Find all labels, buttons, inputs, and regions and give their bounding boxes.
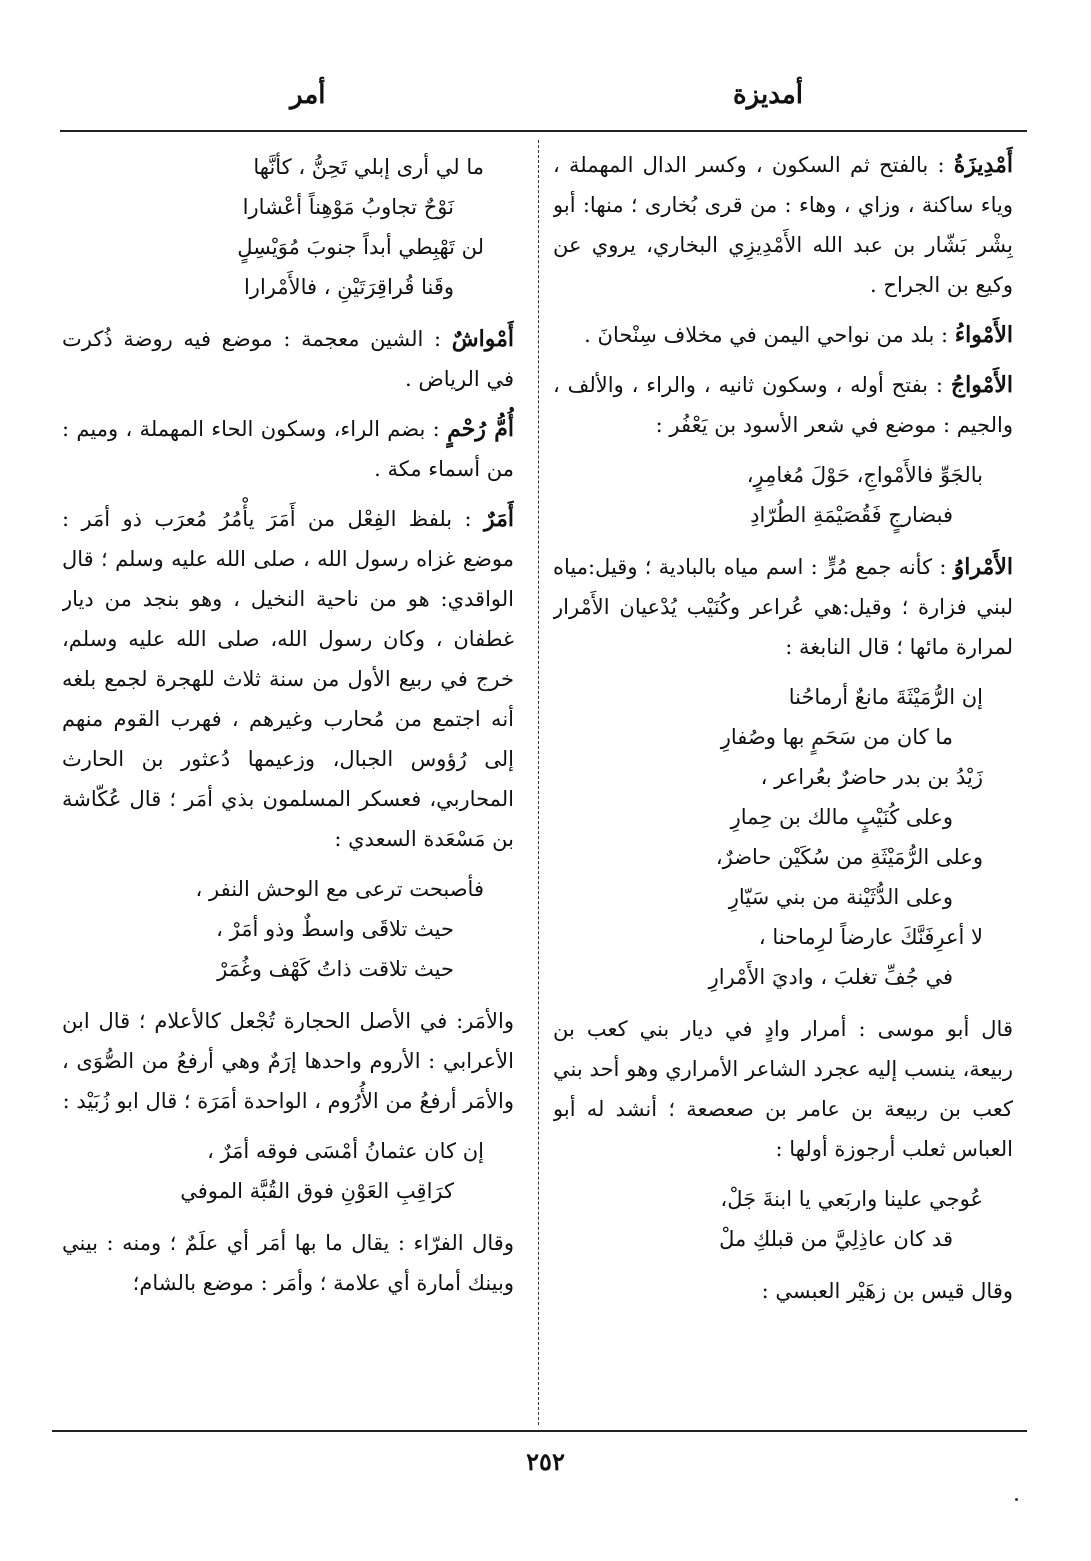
right-column: [553, 145, 1013, 1425]
page-number: ٢٥٢: [526, 1447, 565, 1476]
verse-block: [62, 869, 514, 989]
verse-line: وعلى الدُّثَيْنة من بني سَيّارِ: [728, 885, 953, 909]
verse-block: [62, 1131, 514, 1211]
verse-line: حيث تلاقت ذاتُ كَهْف وغُمَرْ: [217, 957, 454, 981]
verse-line: وقَنا قُراقِرَتَيْنِ ، فالأَمْرارا: [243, 275, 454, 299]
entry-amdiza: [553, 145, 1013, 305]
verse-line: ما كان من سَحَمٍ بها وصُفارِ: [720, 725, 953, 749]
paragraph: قال أبو موسى : أمرار وادٍ في ديار بني كعب بن ربيعة، ينسب إليه عجرد الشاعر الأمراري وهو أحد بني كعب بن ربيعة بن عامر بن صعصعة ؛ أنشد له أبو العباس ثعلب أرجوزة أولها :: [553, 1017, 1013, 1161]
entry-amwash: [62, 319, 514, 399]
verse-line: فأصبحت ترعى مع الوحش النفر ،: [195, 877, 484, 901]
running-header-right: أمديزة: [732, 80, 803, 110]
entry-text: : بضم الراء، وسكون الحاء المهملة ، وميم : من أسماء مكة .: [62, 417, 514, 481]
verse-line: لن تَهْبِطي أبداً جنوبَ مُوَيْسِلٍ: [237, 235, 484, 259]
entry-umm-ruhm: [62, 409, 514, 489]
header-rule: [60, 130, 1027, 132]
entry-text: : بفتح أوله ، وسكون ثانيه ، والراء ، والألف ، والجيم : موضع في شعر الأسود بن يَعْفُر :: [553, 373, 1013, 437]
print-speck: [1015, 1498, 1018, 1501]
entry-text: : بلد من نواحي اليمن في مخلاف سِنْحانَ .: [584, 323, 949, 347]
paragraph: وقال قيس بن زهَيْر العبسي :: [761, 1279, 1013, 1303]
verse-line: زَيْدُ بن بدر حاضرٌ بعُراعر ،: [760, 765, 983, 789]
entry-al-amwaj: [553, 365, 1013, 445]
entry-text: : كأنه جمع مُرٍّ : اسم مياه بالبادية ؛ وقيل:مياه لبني فزارة ؛ وقيل:هي عُراعر وكُنَيْب يُدْعيان الأَمْرار لمرارة مائها ؛ قال النابغة :: [553, 555, 1013, 659]
verse-line: قد كان عاذِلِيَّ من قبلكِ ملْ: [719, 1227, 953, 1251]
footer-rule: [52, 1430, 1027, 1432]
paragraph: والأمَر: في الأصل الحجارة تُجْعل كالأعلام ؛ قال ابن الأعرابي : الأروم واحدها إرَمٌ وهي أرفعُ من الصُّوَى ، والأمَر أرفعُ من الأُرُوم ، الواحدة أمَرَة ؛ قال ابو زُبَيْد :: [62, 1009, 514, 1113]
entry-text: : الشين معجمة : موضع فيه روضة ذُكرت في الرياض .: [62, 327, 514, 391]
verse-line: ما لي أرى إبلي تَحِنُّ ، كأنَّها: [253, 155, 484, 179]
verse-line: وعلى كُنَيْبٍ مالك بن حِمارِ: [730, 805, 953, 829]
headword: أَمْواشٌ: [451, 326, 514, 352]
verse-line: لا أعرِفَنَّكَ عارضاً لرِماحنا ،: [758, 925, 983, 949]
entry-amar: [62, 499, 514, 859]
running-header-left: أمر: [290, 80, 326, 110]
paragraph: وقال الفرّاء : يقال ما بها أمَر أي علَمٌ ؛ ومنه : بيني وبينك أمارة أي علامة ؛ وأمَر : موضع بالشام؛: [62, 1231, 514, 1295]
verse-block: [553, 1179, 1013, 1259]
left-column: [62, 145, 514, 1425]
entry-text: : بالفتح ثم السكون ، وكسر الدال المهملة ، وياء ساكنة ، وزاي ، وهاء : من قرى بُخارى ؛ منها: أبو بِشْر بَشّار بن عبد الله الأَمْدِيزِي البخاري، يروي عن وكيع بن الجراح .: [553, 153, 1013, 297]
entry-text: : بلفظ الفِعْل من أَمَرَ يأْمُرُ مُعرَب ذو أمَر : موضع غزاه رسول الله ، صلى الله عليه وسلم ؛ قال الواقدي: هو من ناحية النخيل ، وهو بنجد من ديار غطفان ، وكان رسول الله، صلى الله عليه وسلم، خرج في ربيع الأول من سنة ثلاث للهجرة لجمع بلغه أنه اجتمع من مُحارب وغيرهم ، فهرب القوم منهم إلى رُؤوس الجبال، وزعيمها دُعثور بن الحارث المحاربي، فعسكر المسلمون بذي أمَر ؛ قال عُكّاشة بن مَسْعَدة السعدي :: [62, 507, 514, 851]
entry-al-amrar: [553, 547, 1013, 667]
verse-block: [553, 677, 1013, 997]
verse-line: في جُفِّ تغلبَ ، واديَ الأَمْرارِ: [708, 965, 953, 989]
column-divider: [538, 140, 539, 1425]
verse-line: بالجَوِّ فالأَمْواجِ، حَوْلَ مُغامِرٍ،: [746, 463, 983, 487]
headword: أَمْدِيزَةُ: [953, 152, 1013, 178]
verse-block: [553, 455, 1013, 535]
verse-line: فبضارجٍ فَقُصَيْمَةِ الطُرّادِ: [750, 503, 953, 527]
verse-line: كرَاقِبِ العَوْنِ فوق القُبَّة الموفي: [180, 1179, 454, 1203]
verse-line: حيث تلاقَى واسطٌ وذو أمَرْ ،: [216, 917, 454, 941]
entry-al-amwa: [553, 315, 1013, 355]
verse-line: وعلى الرُّمَيْثَةِ من سُكَيْن حاضرٌ،: [715, 845, 983, 869]
verse-block: [62, 147, 514, 307]
headword: الأَمْواءُ: [954, 322, 1013, 348]
headword: الأَمْراوُ: [953, 554, 1013, 580]
headword: أُمُّ رُحْمٍ: [447, 416, 514, 442]
verse-line: عُوجي علينا واربَعي يا ابنةَ جَلْ،: [720, 1187, 983, 1211]
verse-line: نَوْحٌ تجاوبُ مَوْهِناً أعْشارا: [242, 195, 454, 219]
verse-line: إن الرُّمَيْثَةَ مانعٌ أرماحُنا: [788, 685, 983, 709]
headword: الأَمْواجُ: [950, 372, 1013, 398]
verse-line: إن كان عثمانُ أمْسَى فوقه أمَرٌ ،: [207, 1139, 484, 1163]
headword: أَمَرٌ: [483, 506, 514, 532]
